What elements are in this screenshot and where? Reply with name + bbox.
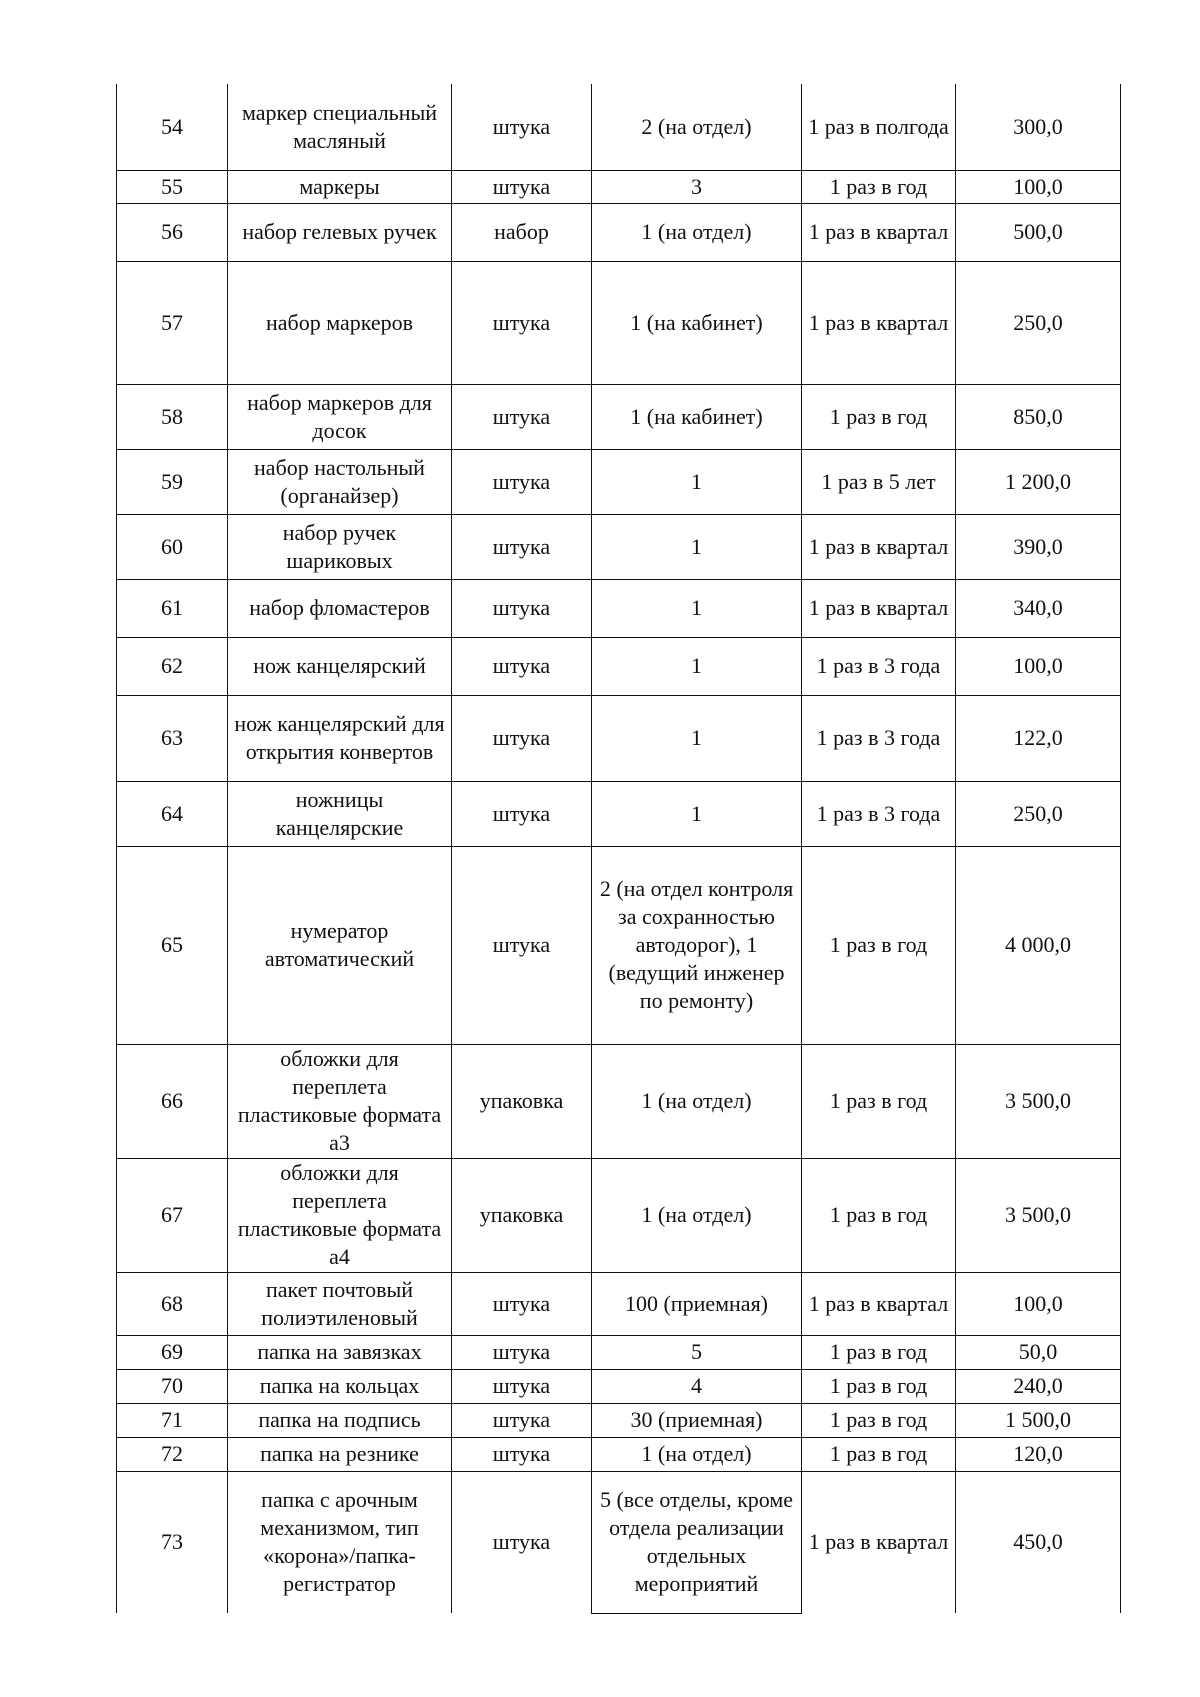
- item-name: нож канцелярский: [228, 637, 452, 695]
- unit-of-measure: штука: [452, 695, 592, 781]
- frequency: 1 раз в год: [802, 1335, 956, 1369]
- frequency: 1 раз в год: [802, 1158, 956, 1272]
- item-name: набор маркеров: [228, 261, 452, 384]
- row-number: 57: [117, 261, 228, 384]
- price: 122,0: [956, 695, 1121, 781]
- price: 3 500,0: [956, 1044, 1121, 1158]
- table-row: [117, 1437, 1121, 1471]
- price: 500,0: [956, 203, 1121, 261]
- row-number: 58: [117, 384, 228, 449]
- frequency: 1 раз в год: [802, 1437, 956, 1471]
- table-row: [117, 1471, 1121, 1613]
- frequency: 1 раз в полгода: [802, 84, 956, 170]
- unit-of-measure: штука: [452, 637, 592, 695]
- quantity: 1: [592, 695, 802, 781]
- unit-of-measure: штука: [452, 261, 592, 384]
- table-row: [117, 846, 1121, 1044]
- row-number: 62: [117, 637, 228, 695]
- row-number: 73: [117, 1471, 228, 1613]
- price: 250,0: [956, 261, 1121, 384]
- price: 100,0: [956, 637, 1121, 695]
- frequency: 1 раз в год: [802, 1044, 956, 1158]
- price: 100,0: [956, 170, 1121, 203]
- frequency: 1 раз в квартал: [802, 261, 956, 384]
- item-name: папка с арочным механизмом, тип «корона»/папка-регистратор: [228, 1471, 452, 1613]
- table-row: [117, 84, 1121, 170]
- table-row: [117, 579, 1121, 637]
- quantity: 1: [592, 637, 802, 695]
- quantity: 1 (на кабинет): [592, 384, 802, 449]
- quantity: 2 (на отдел): [592, 84, 802, 170]
- unit-of-measure: штука: [452, 1335, 592, 1369]
- unit-of-measure: штука: [452, 846, 592, 1044]
- table-row: [117, 637, 1121, 695]
- frequency: 1 раз в год: [802, 384, 956, 449]
- frequency: 1 раз в квартал: [802, 514, 956, 579]
- unit-of-measure: упаковка: [452, 1158, 592, 1272]
- unit-of-measure: штука: [452, 514, 592, 579]
- price: 1 200,0: [956, 449, 1121, 514]
- table-row: [117, 384, 1121, 449]
- quantity: 5 (все отделы, кроме отдела реализации отдельных мероприятий: [592, 1471, 802, 1613]
- row-number: 55: [117, 170, 228, 203]
- item-name: пакет почтовый полиэтиленовый: [228, 1272, 452, 1335]
- price: 100,0: [956, 1272, 1121, 1335]
- price: 50,0: [956, 1335, 1121, 1369]
- quantity: 100 (приемная): [592, 1272, 802, 1335]
- unit-of-measure: штука: [452, 449, 592, 514]
- item-name: маркер специальный масляный: [228, 84, 452, 170]
- price: 450,0: [956, 1471, 1121, 1613]
- price: 3 500,0: [956, 1158, 1121, 1272]
- table-row: [117, 514, 1121, 579]
- unit-of-measure: штука: [452, 170, 592, 203]
- unit-of-measure: штука: [452, 579, 592, 637]
- quantity: 1 (на отдел): [592, 203, 802, 261]
- frequency: 1 раз в 3 года: [802, 695, 956, 781]
- quantity: 1: [592, 514, 802, 579]
- quantity: 1: [592, 579, 802, 637]
- item-name: нож канцелярский для открытия конвертов: [228, 695, 452, 781]
- row-number: 70: [117, 1369, 228, 1403]
- price: 390,0: [956, 514, 1121, 579]
- row-number: 72: [117, 1437, 228, 1471]
- table-row: [117, 170, 1121, 203]
- quantity: 3: [592, 170, 802, 203]
- unit-of-measure: штука: [452, 384, 592, 449]
- row-number: 61: [117, 579, 228, 637]
- row-number: 59: [117, 449, 228, 514]
- item-name: обложки для переплета пластиковые формата а4: [228, 1158, 452, 1272]
- price: 1 500,0: [956, 1403, 1121, 1437]
- price: 340,0: [956, 579, 1121, 637]
- item-name: папка на кольцах: [228, 1369, 452, 1403]
- price: 240,0: [956, 1369, 1121, 1403]
- unit-of-measure: штука: [452, 781, 592, 846]
- frequency: 1 раз в год: [802, 1369, 956, 1403]
- item-name: папка на завязках: [228, 1335, 452, 1369]
- row-number: 63: [117, 695, 228, 781]
- table-row: [117, 261, 1121, 384]
- unit-of-measure: штука: [452, 1403, 592, 1437]
- price: 4 000,0: [956, 846, 1121, 1044]
- row-number: 66: [117, 1044, 228, 1158]
- row-number: 65: [117, 846, 228, 1044]
- row-number: 60: [117, 514, 228, 579]
- price: 250,0: [956, 781, 1121, 846]
- unit-of-measure: упаковка: [452, 1044, 592, 1158]
- row-number: 54: [117, 84, 228, 170]
- item-name: нумератор автоматический: [228, 846, 452, 1044]
- table-row: [117, 1044, 1121, 1158]
- table-row: [117, 1369, 1121, 1403]
- price: 300,0: [956, 84, 1121, 170]
- item-name: папка на подпись: [228, 1403, 452, 1437]
- row-number: 56: [117, 203, 228, 261]
- frequency: 1 раз в квартал: [802, 579, 956, 637]
- quantity: 4: [592, 1369, 802, 1403]
- table-row: [117, 1335, 1121, 1369]
- unit-of-measure: штука: [452, 84, 592, 170]
- frequency: 1 раз в квартал: [802, 1272, 956, 1335]
- frequency: 1 раз в 5 лет: [802, 449, 956, 514]
- item-name: набор маркеров для досок: [228, 384, 452, 449]
- frequency: 1 раз в год: [802, 170, 956, 203]
- frequency: 1 раз в год: [802, 846, 956, 1044]
- unit-of-measure: штука: [452, 1369, 592, 1403]
- unit-of-measure: штука: [452, 1272, 592, 1335]
- row-number: 71: [117, 1403, 228, 1437]
- table-row: [117, 203, 1121, 261]
- price: 850,0: [956, 384, 1121, 449]
- quantity: 30 (приемная): [592, 1403, 802, 1437]
- item-name: обложки для переплета пластиковые формата а3: [228, 1044, 452, 1158]
- frequency: 1 раз в квартал: [802, 1471, 956, 1613]
- quantity: 1: [592, 449, 802, 514]
- quantity: 1 (на кабинет): [592, 261, 802, 384]
- quantity: 1 (на отдел): [592, 1158, 802, 1272]
- item-name: набор ручек шариковых: [228, 514, 452, 579]
- frequency: 1 раз в год: [802, 1403, 956, 1437]
- row-number: 68: [117, 1272, 228, 1335]
- row-number: 67: [117, 1158, 228, 1272]
- item-name: набор фломастеров: [228, 579, 452, 637]
- frequency: 1 раз в 3 года: [802, 781, 956, 846]
- unit-of-measure: штука: [452, 1437, 592, 1471]
- table-row: [117, 1158, 1121, 1272]
- table-row: [117, 449, 1121, 514]
- quantity: 2 (на отдел контроля за сохранностью автодорог), 1 (ведущий инженер по ремонту): [592, 846, 802, 1044]
- quantity: 5: [592, 1335, 802, 1369]
- item-name: папка на резнике: [228, 1437, 452, 1471]
- row-number: 69: [117, 1335, 228, 1369]
- quantity: 1 (на отдел): [592, 1437, 802, 1471]
- unit-of-measure: набор: [452, 203, 592, 261]
- quantity: 1: [592, 781, 802, 846]
- frequency: 1 раз в 3 года: [802, 637, 956, 695]
- item-name: набор гелевых ручек: [228, 203, 452, 261]
- table-row: [117, 1403, 1121, 1437]
- item-name: ножницы канцелярские: [228, 781, 452, 846]
- quantity: 1 (на отдел): [592, 1044, 802, 1158]
- item-name: маркеры: [228, 170, 452, 203]
- table-row: [117, 1272, 1121, 1335]
- frequency: 1 раз в квартал: [802, 203, 956, 261]
- supplies-table: [116, 84, 1121, 1614]
- table-row: [117, 695, 1121, 781]
- table-row: [117, 781, 1121, 846]
- unit-of-measure: штука: [452, 1471, 592, 1613]
- row-number: 64: [117, 781, 228, 846]
- item-name: набор настольный (органайзер): [228, 449, 452, 514]
- price: 120,0: [956, 1437, 1121, 1471]
